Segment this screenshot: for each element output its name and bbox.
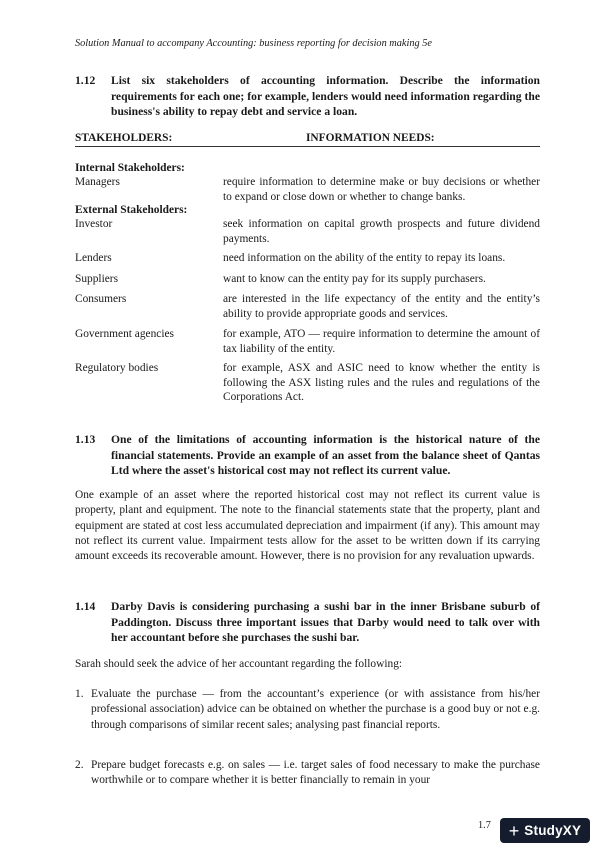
- plus-icon: +: [508, 820, 520, 841]
- question-number: 1.14: [75, 600, 96, 613]
- external-heading: External Stakeholders:: [75, 204, 188, 216]
- stakeholder-row: [75, 272, 540, 287]
- stakeholder-row: [75, 175, 540, 204]
- stakeholder-need: seek information on capital growth prospects and future dividend payments.: [223, 218, 540, 245]
- stakeholder-row: [75, 361, 540, 405]
- stakeholder-need: require information to determine make or buy decisions or whether to expand or close down or whether to change banks.: [223, 176, 540, 203]
- question-1-13: [75, 432, 540, 479]
- stakeholder-row: [75, 217, 540, 246]
- stakeholder-need: for example, ASX and ASIC need to know whether the entity is following the ASX listing rules and the rules and regulations of the Corporations Act.: [223, 362, 540, 404]
- list-text: Prepare budget forecasts e.g. on sales — i.e. target sales of food necessary to make the purchase worthwhile or to compare whether it is better financially to remain in your: [91, 759, 540, 787]
- question-1-14: [75, 599, 540, 646]
- stakeholder-name: Regulatory bodies: [75, 362, 159, 374]
- running-header: Solution Manual to accompany Accounting: business reporting for decision making 5e: [75, 38, 432, 49]
- answer-1-13: One example of an asset where the reported historical cost may not reflect its current value is property, plant and equipment. The note to the financial statements state that the property, plant and equipment are stated at cost less accumulated depreciation and impairment (if any). This amount may not reflect its current value. Impairment tests allow for the asset to be written down if its carrying amount exceeds its recoverable amount. However, there is no provision for any revaluation upwards.: [75, 489, 540, 563]
- stakeholder-need: for example, ATO — require information to determine the amount of tax liability of the entity.: [223, 328, 540, 355]
- stakeholder-row: [75, 327, 540, 356]
- list-number: 2.: [75, 759, 84, 771]
- list-item: [75, 687, 540, 733]
- stakeholder-name: Consumers: [75, 293, 127, 305]
- list-item: [75, 758, 540, 789]
- question-text: Darby Davis is considering purchasing a sushi bar in the inner Brisbane suburb of Paddington. Discuss three important issues that Darby would need to talk over with her accountant before she purchases the sushi bar.: [111, 600, 540, 645]
- stakeholder-need: want to know can the entity pay for its supply purchasers.: [223, 273, 486, 285]
- answer-1-14-intro: Sarah should seek the advice of her accountant regarding the following:: [75, 658, 403, 670]
- col-stakeholders: STAKEHOLDERS:: [75, 132, 173, 144]
- stakeholder-row: [75, 292, 540, 321]
- list-text: Evaluate the purchase — from the accountant’s experience (or with assistance from his/her professional association) advice can be obtained on whether the purchase is a good buy or not e.g. through comparisons of similar recent sales; analysing past financial reports.: [91, 688, 540, 731]
- stakeholder-name: Government agencies: [75, 328, 174, 340]
- table-header: [75, 132, 540, 147]
- internal-heading: Internal Stakeholders:: [75, 162, 185, 174]
- brand-name: StudyXY: [524, 823, 582, 838]
- question-number: 1.13: [75, 433, 96, 446]
- stakeholder-name: Investor: [75, 218, 113, 230]
- stakeholder-name: Managers: [75, 176, 120, 188]
- stakeholder-need: are interested in the life expectancy of the entity and the entity’s ability to provide appropriate goods and services.: [223, 293, 540, 320]
- col-information-needs: INFORMATION NEEDS:: [306, 132, 435, 144]
- question-text: One of the limitations of accounting information is the historical nature of the financial statements. Provide an example of an asset from the balance sheet of Qantas Ltd where the asset's historical cost may not reflect its current value.: [111, 433, 540, 478]
- studyxy-badge[interactable]: [500, 818, 590, 843]
- stakeholder-need: need information on the ability of the entity to repay its loans.: [223, 252, 506, 264]
- stakeholder-row: [75, 251, 540, 266]
- list-number: 1.: [75, 688, 84, 700]
- page-number: 1.7: [478, 820, 491, 831]
- stakeholder-name: Suppliers: [75, 273, 119, 285]
- stakeholder-name: Lenders: [75, 252, 112, 264]
- question-1-12: [75, 73, 540, 120]
- question-text: List six stakeholders of accounting information. Describe the information requirements for each one; for example, lenders would need information regarding the business's ability to repay debt and service a loan.: [111, 74, 540, 119]
- question-number: 1.12: [75, 74, 96, 87]
